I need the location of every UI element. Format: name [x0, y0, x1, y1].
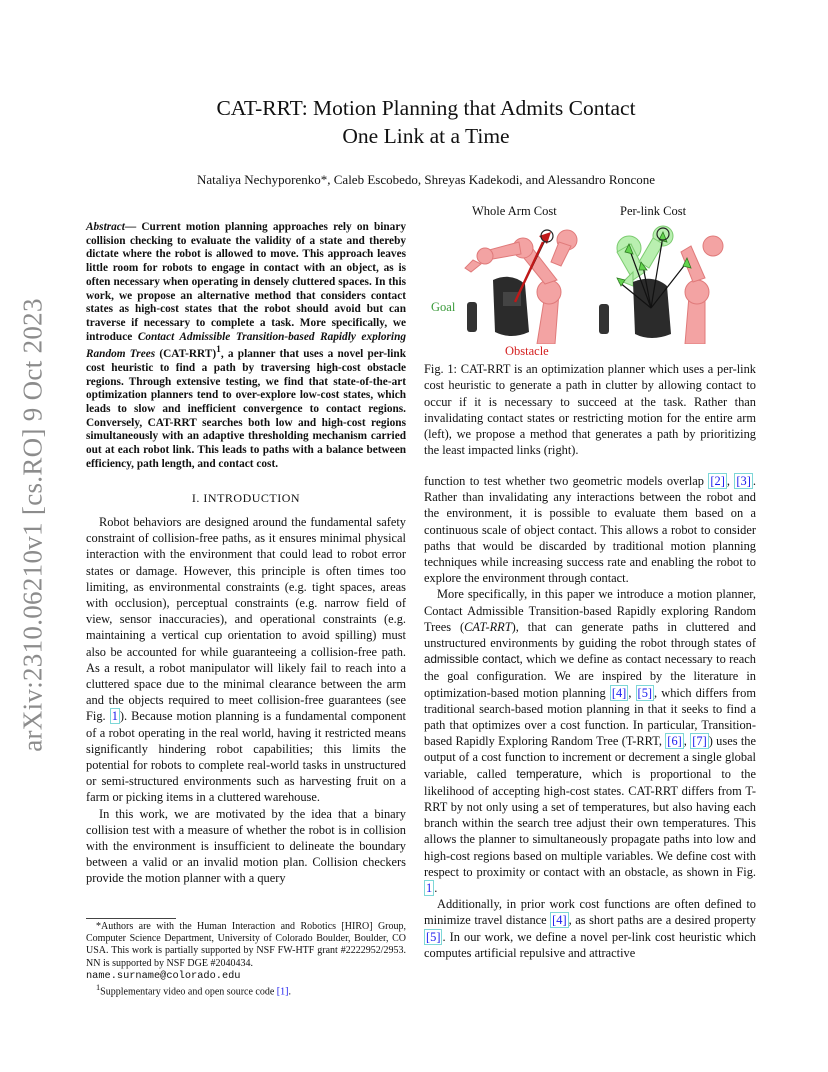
figure-1 [425, 200, 755, 358]
abstract: Abstract— Current motion planning approaches rely on binary collision checking to evaluate the validity of a state and thereby dictate where the robot is allowed to move. This approach leaves little room for robots to engage in contact with an object, as is often necessary when operating in densely cluttered spaces. In this work, we propose an alternative method that considers contact states as high-cost states that the robot should avoid but can traverse if necessary to complete a task. More specifically, we introduce Contact Admissible Transition-based Rapidly exploring Random Trees $(CAT-RRT)^1$, a planner that uses a novel per-link cost heuristic to find a path by traversing high-cost obstacle regions. Through extensive testing, we find that state-of-the-art optimization planners tend to over-explore low-cost states, which leads to slow and inefficient convergence to contact regions. Conversely, CAT-RRT searches both low and high-cost regions simultaneously with an adaptive thresholding mechanism carried out at each robot link. This leads to paths with a balance between efficiency, path length, and contact cost. [86, 221, 406, 470]
footnote-email: name.surname@colorado.edu [86, 969, 241, 982]
footnote-supplementary: $^1$Supplementary video and open source code [ 1 ] . [86, 982, 406, 999]
label-obstacle: Obstacle [505, 344, 549, 358]
label-goal: Goal [431, 300, 456, 314]
label-per-link-cost: Per-link Cost [620, 204, 687, 218]
citation-link[interactable]: [ 7 ] [692, 734, 706, 748]
figure-reference-link[interactable]: 1 [111, 709, 118, 724]
citation-link[interactable]: [ 1 ] [277, 986, 289, 997]
citation-link[interactable]: [ 5 ] [426, 930, 440, 944]
introduction-left-column [86, 514, 406, 887]
abstract-lead: Abstract [86, 221, 125, 233]
citation-link[interactable]: [ 4 ] [612, 686, 626, 700]
intro-paragraph-1: Robot behaviors are designed around the fundamental safety constraint of collision-free paths, as it ensures minimal physical interaction with the environment that could lead to robot error states or damage. However, this principle is often times too limiting, as environmental constraints (e.g. tight spaces, areas with occlusion), perceptual constraints (e.g. narrow field of view, sensor inaccuracies), and operational constraints (e.g. maintaining a vertical cup orientation to avoid spilling) must also be accounted for while guaranteeing a collision-free path. As a result, a robot manipulator will likely fail to reach into a cluttered space due to the minimal clearance between the arm and the objects required to meet collision-free guarantees (see Fig. 1 ). Because motion planning is a fundamental component of a robot operating in the real world, having it restricted means significantly hindering robot capabilities; this limits the potential for robots to complete real-world tasks in unstructured or semi-structured environments such as harvesting fruit on a farm or picking items in a cluttered warehouse. [86, 515, 406, 805]
footnote-affiliation: *Authors are with the Human Interaction and Robotics [HIRO] Group, Computer Science Department, University of Colorado Boulder, Boulder, CO USA. This work is partially supported by NSF FW-HTF grant #2222952/2953. NN is supported by NSF DGE #2040434. [86, 921, 406, 969]
section-heading-introduction: I. INTRODUCTION [191, 491, 301, 505]
citation-link[interactable]: [ 2 ] [710, 474, 724, 488]
introduction-right-column [424, 473, 756, 961]
citation-link[interactable]: [ 3 ] [736, 474, 750, 488]
per-link-cost-image [593, 222, 728, 344]
arxiv-identifier: arXiv:2310.06210v1 [cs.RO] 9 Oct 2023 [17, 298, 48, 752]
footnote-rule [86, 918, 176, 919]
right-paragraph-3: Additionally, in prior work cost functions are often defined to minimize travel distance [ 4 ] , as short paths are a desired property [ 5 ] . In our work, we define a novel per-link cost heuristic which computes artificial repulsive and attractive [424, 896, 756, 961]
citation-link[interactable]: [ 4 ] [552, 913, 566, 927]
citation-link[interactable]: [ 5 ] [638, 686, 652, 700]
figure-reference-link[interactable]: 1 [426, 881, 433, 896]
right-paragraph-2: More specifically, in this paper we introduce a motion planner, Contact Admissible Transition-based Rapidly exploring Random Trees (CAT-RRT), that can generate paths in cluttered and unstructured environments by guiding the robot through states of admissible contact, which we define as contact necessary to reach the goal configuration. We are inspired by the literature in optimization-based motion planning [ 4 ] , [ 5 ] , which differs from traditional search-based motion planning in that it seeks to find a path that optimizes over a cost function. In particular, Transition-based Rapidly Exploring Random Tree (T-RRT, [ 6 ] , [ 7 ] ) uses the output of a cost function to increment or decrement a single global variable, called temperature, which is proportional to the likelihood of accepting high-cost states. CAT-RRT differs from T-RRT by not only using a set of temperatures, but also having each branch within the search tree adjust their own temperatures. This allows the planner to simultaneously propagate paths into low and high-cost regions based on multiple variables. We define cost with respect to proximity or contact with an obstacle, as shown in Fig. 1 . [424, 586, 756, 896]
citation-link[interactable]: [ 6 ] [667, 734, 681, 748]
whole-arm-cost-image [459, 222, 589, 344]
label-whole-arm-cost: Whole Arm Cost [472, 204, 557, 218]
footnotes [86, 918, 406, 999]
right-paragraph-1: function to test whether two geometric models overlap [ 2 ] , [ 3 ] . Rather than invalidating any interactions between the robot and the environment, it is possible to evaluate them based on a continuous scale of object contact. This allows a robot to consider paths that would be discarded by traditional motion planning techniques while increasing success rate and enabling the robot to explore the environment through contact. [424, 473, 756, 586]
intro-paragraph-2: In this work, we are motivated by the idea that a binary collision test with a measure of whether the robot is in collision with the environment is insufficient to delineate the boundary between a valid or an invalid motion plan. Collision checkers provide the motion planner with a query [86, 806, 406, 886]
paper-title: CAT-RRT: Motion Planning that Admits Contact One Link at a Time [216, 96, 636, 148]
author-list: Nataliya Nechyporenko*, Caleb Escobedo, Shreyas Kadekodi, and Alessandro Roncone [196, 172, 656, 187]
figure-caption: Fig. 1: CAT-RRT is an optimization planner which uses a per-link cost heuristic to generate a path in clutter by allowing contact to occur if it is necessary to succeed at the task. Rather than invalidating contact states or restricting motion for the entire arm (left), we propose a method that generates a path by prioritizing the least impacted links (right). [424, 362, 756, 458]
